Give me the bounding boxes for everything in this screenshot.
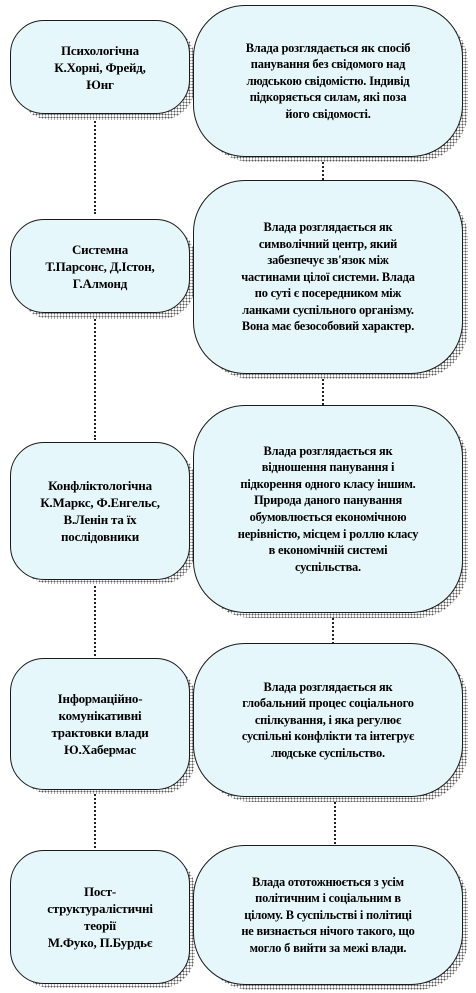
theory-description-box [193, 845, 463, 985]
theory-name: Конфліктологічна К.Маркс, Ф.Енгельс, В.Ленін та їх послідовники [40, 478, 160, 544]
theory-name: Психологічна К.Хорні, Фрейд, Юнг [54, 42, 146, 92]
theory-description-box [193, 5, 463, 157]
theory-name: Інформаційно- комунікативні трактовки влади Ю.Хабермас [51, 691, 149, 757]
theory-description-box [193, 405, 463, 613]
theory-description: Влада ототожнюється з усім політичним і соціальним в цілому. В суспільстві і політиці не визнається нічого такого, що могло б вийти за межі влади. [241, 874, 415, 955]
theory-name-box [10, 658, 190, 790]
theory-description-box [193, 180, 463, 374]
theory-name: Системна Т.Парсонс, Д.Істон, Г.Алмонд [45, 241, 155, 291]
theory-name-box [10, 219, 190, 313]
left-connector-4 [94, 786, 96, 848]
theory-description: Влада розглядається як спосіб панування без свідомого над людською свідомістю. Індивід підкоряється силам, які поза його свідомості. [245, 40, 411, 121]
theory-name-box [10, 20, 190, 114]
theory-name-box [10, 850, 190, 984]
right-connector-4 [334, 798, 336, 848]
theory-description: Влада розглядається як символічний центр, який забезпечує зв'язок між частинами цілої системи. Влада по суті є посередником між ланками суспільного організму. Вона має безособовий характер. [241, 219, 415, 334]
theory-name-box [10, 442, 190, 580]
theory-description: Влада розглядається як відношення панування і підкорення одного класу іншим. Природа даного панування обумовлюється економічною нерівністю, місцем і роллю класу в економічній системі суспільства. [237, 443, 419, 574]
left-connector-2 [94, 312, 96, 440]
theory-name: Пост- структуралістичні теорії М.Фуко, П.Бурдьє [47, 884, 153, 950]
theory-description-box [193, 643, 463, 797]
theory-description: Влада розглядається як глобальний процес соціального спілкування, і яка регулює суспільні конфлікти та інтегрує людське суспільство. [241, 679, 415, 760]
left-connector-1 [94, 110, 96, 214]
left-connector-3 [94, 578, 96, 656]
